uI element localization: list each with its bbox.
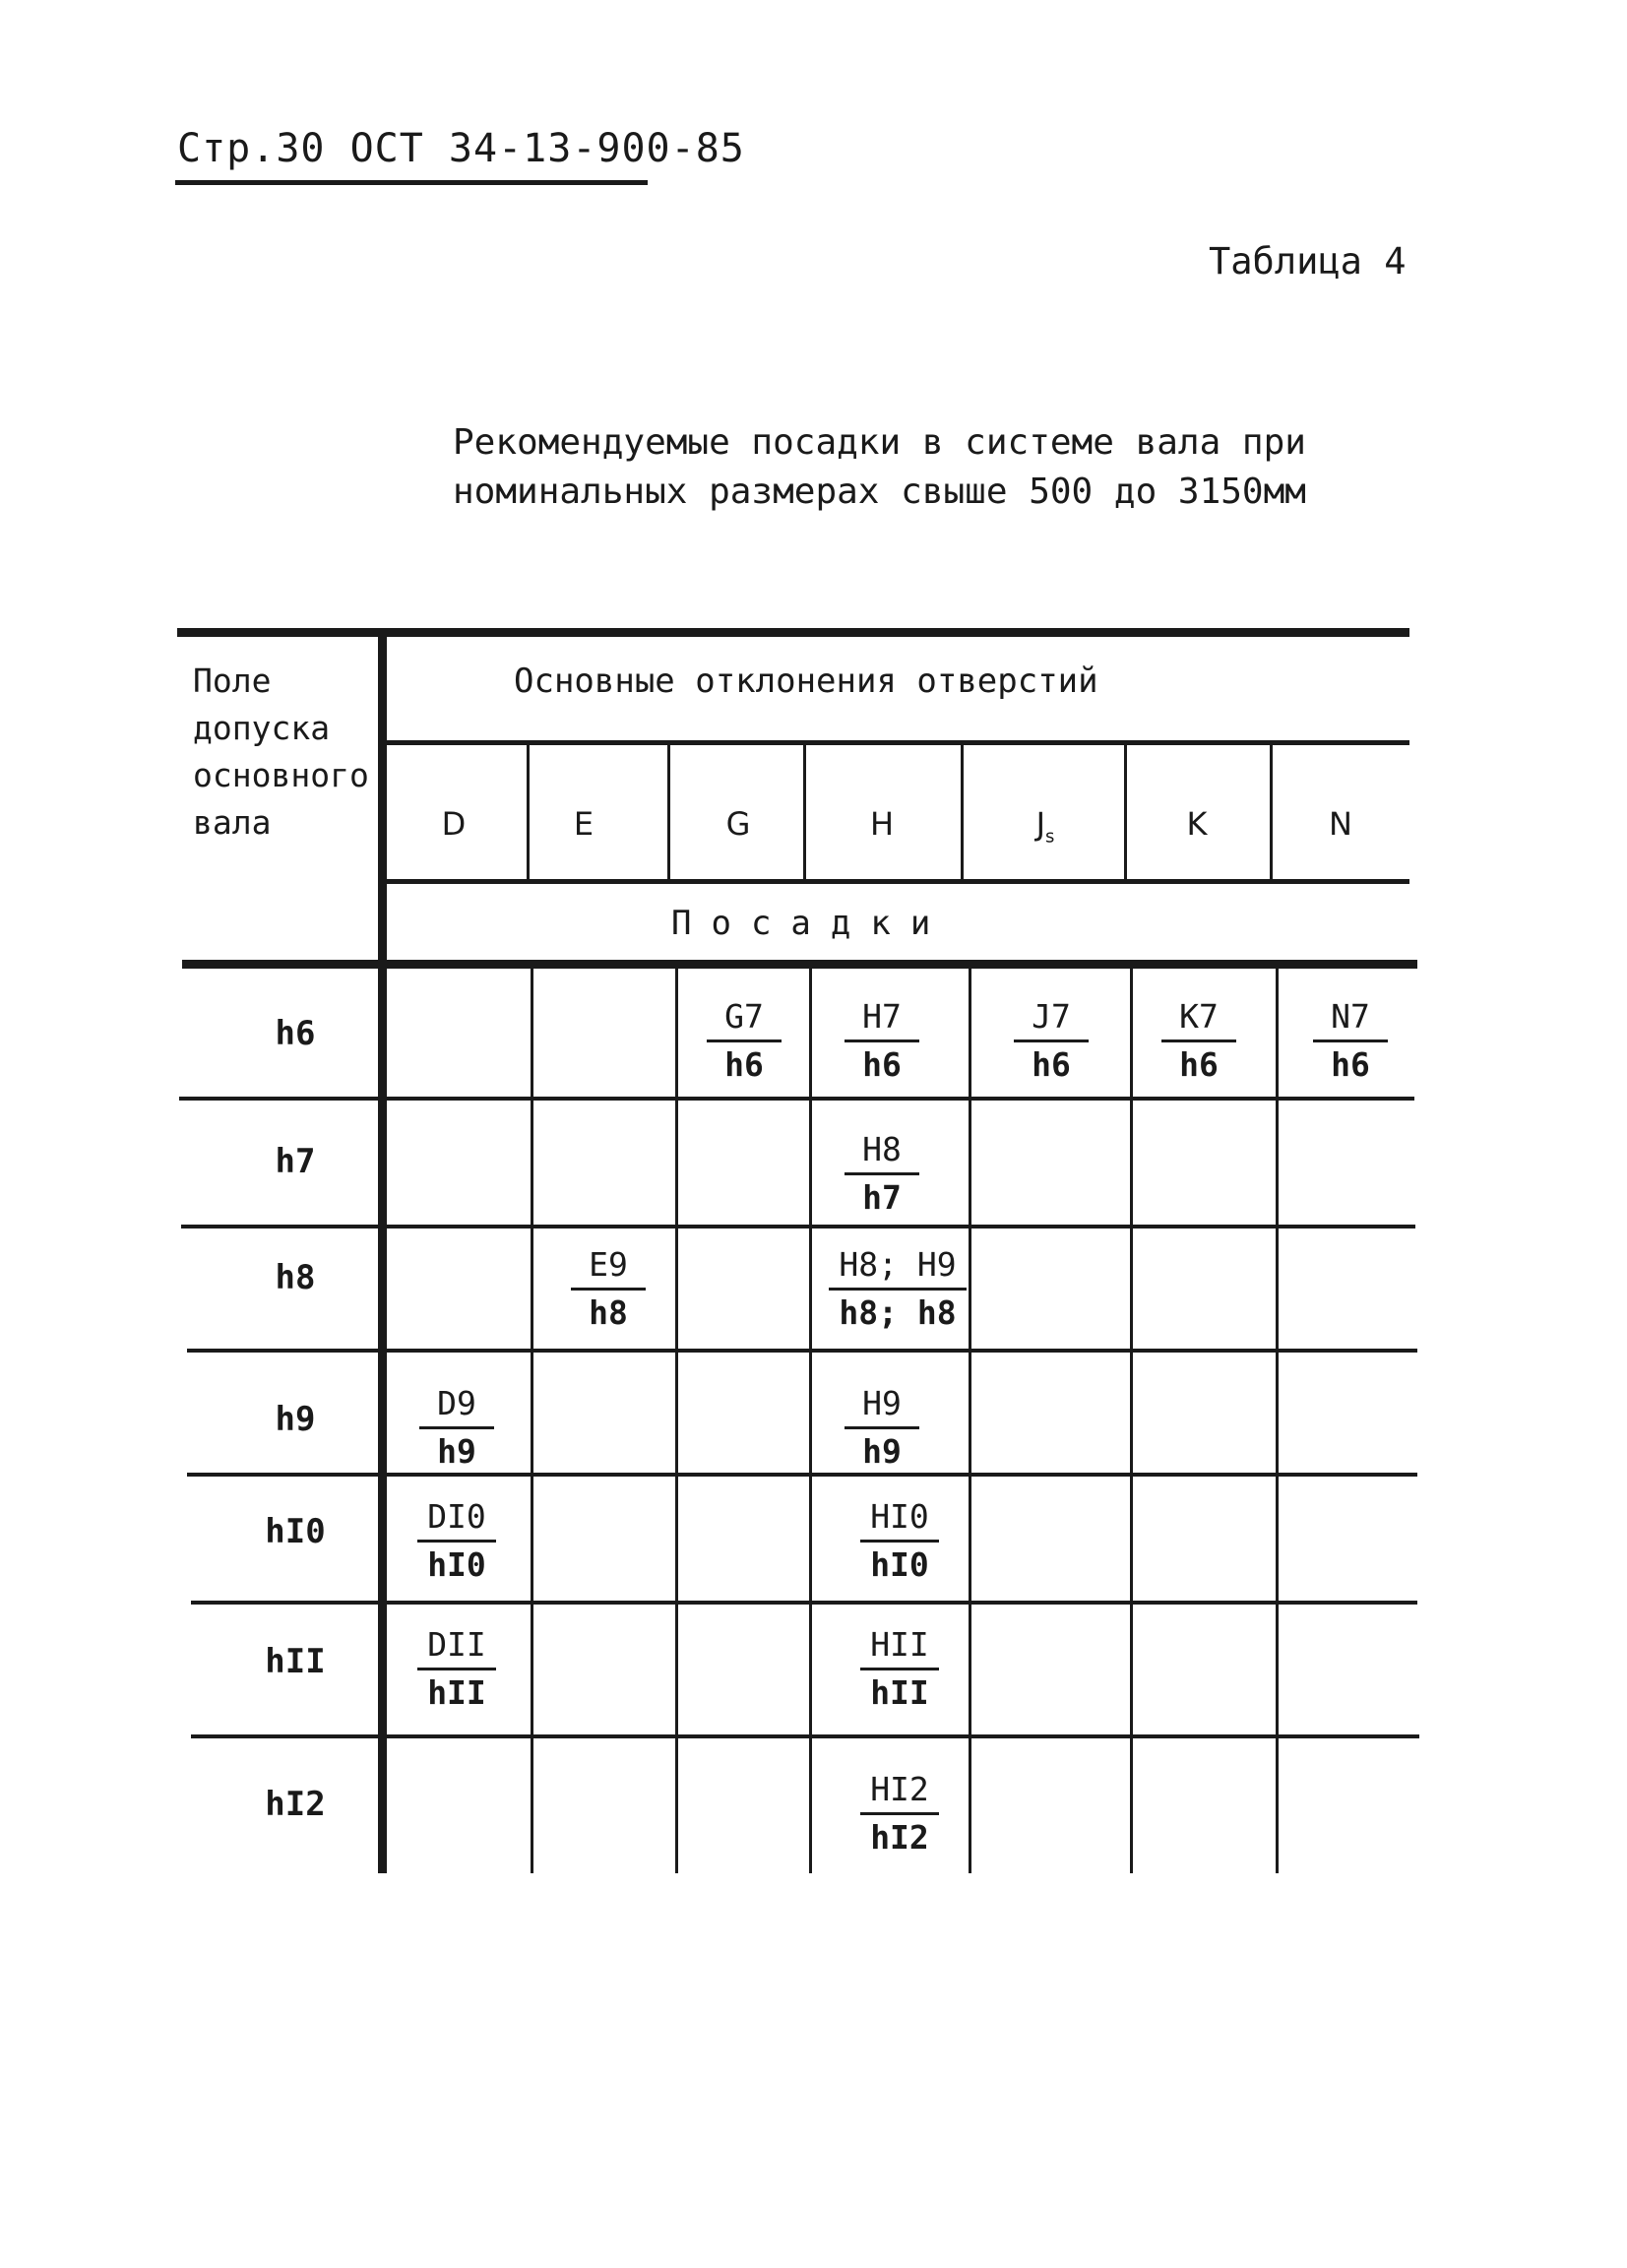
page-header: Стр.30 ОСТ 34-13-900-85 <box>177 126 745 171</box>
group-header: Основные отклонения отверстий <box>514 662 1098 701</box>
row-rule <box>191 1601 1417 1605</box>
fit-hole: HI0 <box>860 1494 939 1543</box>
row-rule <box>179 1097 1414 1101</box>
fit-hole: E9 <box>571 1242 646 1291</box>
fit-cell <box>383 1622 531 1716</box>
table-top-rule <box>177 628 1409 637</box>
fit-shaft: h7 <box>862 1178 902 1217</box>
fits-header: Посадки <box>671 904 951 943</box>
header-bottom-rule <box>182 960 1417 969</box>
fit-shaft: h6 <box>1032 1045 1071 1084</box>
row-rule <box>187 1349 1417 1353</box>
fit-hole: DII <box>417 1622 496 1670</box>
fit-hole: J7 <box>1014 994 1089 1042</box>
fit-cell <box>808 1127 956 1221</box>
column-header-G: G <box>725 805 751 843</box>
column-divider <box>969 965 971 1873</box>
column-header-N: N <box>1329 805 1352 843</box>
fit-shaft: h8; h8 <box>839 1293 957 1332</box>
fit-cell <box>808 994 956 1088</box>
fit-hole: HI2 <box>860 1767 939 1815</box>
fit-cell <box>1277 994 1424 1088</box>
fit-shaft: hII <box>427 1673 486 1712</box>
fit-hole: HII <box>860 1622 939 1670</box>
fit-hole: D9 <box>419 1381 494 1429</box>
column-divider <box>675 965 678 1873</box>
stub-header <box>193 658 369 847</box>
column-divider <box>531 965 533 1873</box>
fit-cell <box>534 1242 682 1336</box>
fit-cell <box>826 1767 973 1860</box>
row-header-h9: h9 <box>275 1400 316 1439</box>
column-divider <box>1124 740 1127 883</box>
stub-header-line: вала <box>193 803 272 842</box>
stub-header-line: Поле <box>193 662 272 700</box>
column-divider <box>1276 965 1279 1873</box>
fit-shaft: hII <box>870 1673 929 1712</box>
fit-cell <box>826 1622 973 1716</box>
fit-shaft: h6 <box>724 1045 764 1084</box>
fit-shaft: h6 <box>1179 1045 1219 1084</box>
fit-hole: DI0 <box>417 1494 496 1543</box>
fit-shaft: h6 <box>862 1045 902 1084</box>
column-header-H: H <box>869 805 895 843</box>
fit-hole: H8 <box>845 1127 919 1175</box>
fit-shaft: hI0 <box>870 1545 929 1584</box>
fit-cell <box>383 1381 531 1475</box>
row-header-hI2: hI2 <box>265 1785 326 1824</box>
row-header-h8: h8 <box>275 1258 316 1297</box>
fit-cell <box>808 1381 956 1475</box>
column-header-K: K <box>1186 805 1208 843</box>
row-header-hI0: hI0 <box>265 1512 326 1551</box>
fit-cell <box>804 1242 991 1336</box>
row-header-hII: hII <box>265 1642 326 1681</box>
row-rule <box>191 1734 1419 1738</box>
table-label: Таблица 4 <box>1209 240 1407 283</box>
column-divider <box>961 740 964 883</box>
fit-shaft: h9 <box>862 1432 902 1471</box>
fit-hole: G7 <box>707 994 782 1042</box>
fit-hole: N7 <box>1313 994 1388 1042</box>
fit-hole: H9 <box>845 1381 919 1429</box>
stub-header-line: основного <box>193 756 369 794</box>
fit-cell <box>826 1494 973 1588</box>
column-header-Js-subscript: s <box>1045 826 1055 848</box>
fit-cell <box>977 994 1125 1088</box>
fit-shaft: hI2 <box>870 1818 929 1857</box>
column-header-Js-letter: J <box>1035 805 1046 843</box>
fit-shaft: hI0 <box>427 1545 486 1584</box>
fit-cell <box>1125 994 1273 1088</box>
stub-header-line: допуска <box>193 709 331 747</box>
fit-shaft: h9 <box>437 1432 476 1471</box>
column-header-Js <box>976 805 1114 847</box>
row-header-h7: h7 <box>275 1142 316 1181</box>
row-rule <box>181 1225 1415 1228</box>
group-header-rule <box>382 740 1409 745</box>
fit-hole: K7 <box>1161 994 1236 1042</box>
fit-cell <box>383 1494 531 1588</box>
caption-line-1: Рекомендуемые посадки в системе вала при <box>453 422 1306 463</box>
caption-line-2: номинальных размерах свыше 500 до 3150мм <box>453 472 1306 512</box>
row-header-h6: h6 <box>275 1014 316 1053</box>
column-header-rule <box>382 879 1409 884</box>
fit-hole: H8; H9 <box>829 1242 966 1291</box>
fit-hole: H7 <box>845 994 919 1042</box>
fit-cell <box>670 994 818 1088</box>
column-header-E: E <box>573 805 594 843</box>
fit-shaft: h6 <box>1331 1045 1370 1084</box>
column-divider <box>1130 965 1133 1873</box>
row-rule <box>187 1473 1417 1477</box>
fit-shaft: h8 <box>589 1293 628 1332</box>
column-header-D: D <box>441 805 467 843</box>
